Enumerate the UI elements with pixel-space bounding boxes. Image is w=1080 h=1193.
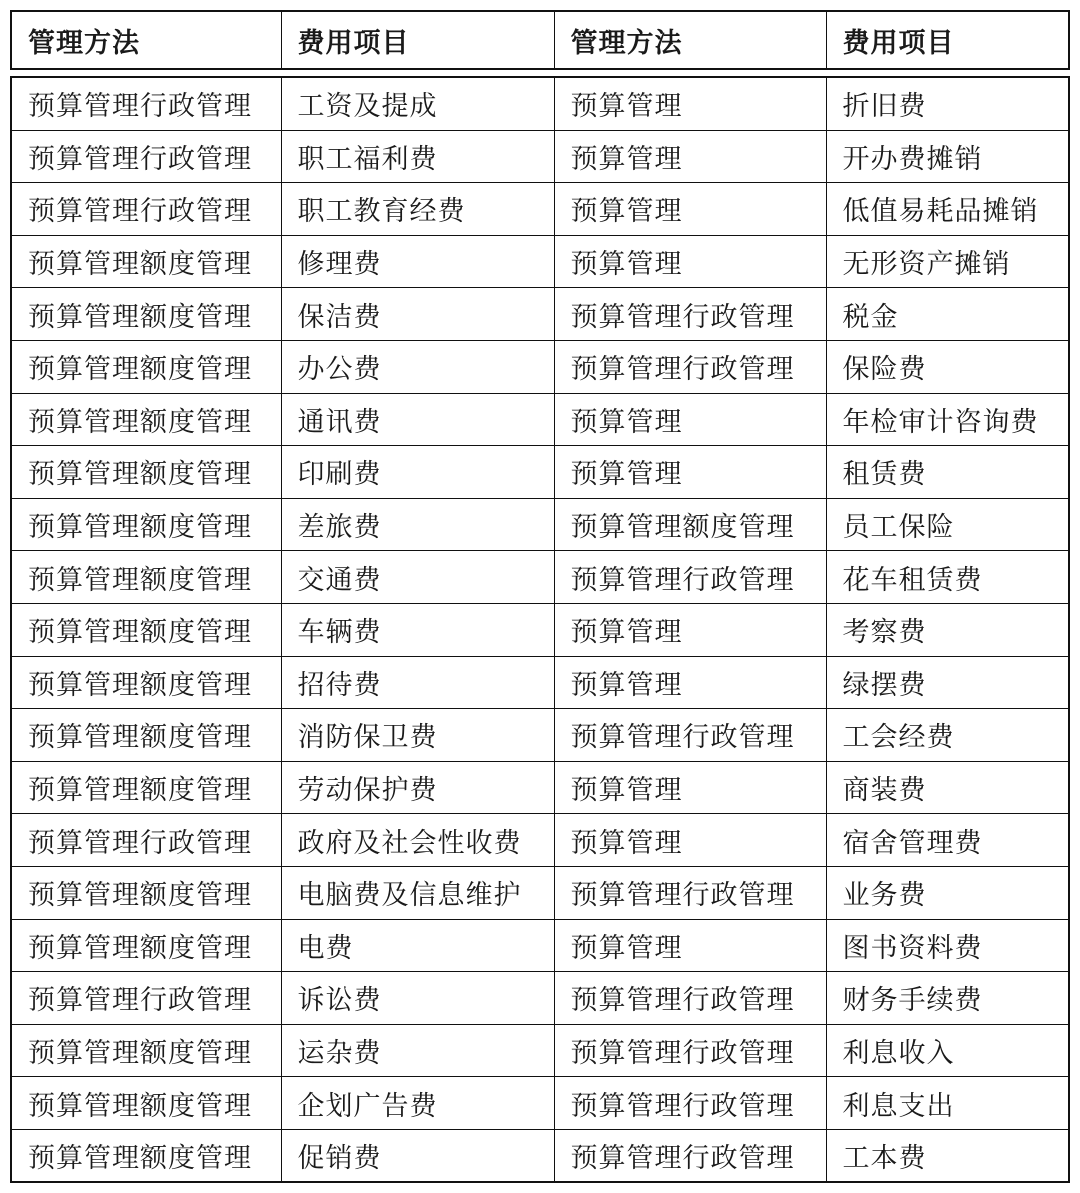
expense-item-cell: 企划广告费 xyxy=(281,1077,554,1130)
table-row xyxy=(11,393,1069,446)
management-method-cell: 预算管理 xyxy=(554,761,826,814)
expense-item-cell: 利息支出 xyxy=(826,1077,1069,1130)
expense-item-cell: 交通费 xyxy=(281,551,554,604)
expense-item-cell: 差旅费 xyxy=(281,498,554,551)
table-row xyxy=(11,866,1069,919)
management-method-cell: 预算管理 xyxy=(554,603,826,656)
expense-item-cell: 促销费 xyxy=(281,1129,554,1182)
expense-item-cell: 修理费 xyxy=(281,235,554,288)
expense-item-cell: 通讯费 xyxy=(281,393,554,446)
table-row xyxy=(11,1024,1069,1077)
expense-item-cell: 办公费 xyxy=(281,340,554,393)
table-row xyxy=(11,340,1069,393)
expense-item-cell: 图书资料费 xyxy=(826,919,1069,972)
management-method-cell: 预算管理额度管理 xyxy=(11,866,281,919)
expense-item-cell: 低值易耗品摊销 xyxy=(826,183,1069,236)
table-header xyxy=(10,10,1070,70)
expense-item-cell: 税金 xyxy=(826,288,1069,341)
management-method-cell: 预算管理额度管理 xyxy=(11,603,281,656)
expense-item-cell: 绿摆费 xyxy=(826,656,1069,709)
expense-item-cell: 工会经费 xyxy=(826,709,1069,762)
header-expense-item-1: 费用项目 xyxy=(281,11,554,69)
table-row xyxy=(11,130,1069,183)
expense-item-cell: 折旧费 xyxy=(826,77,1069,130)
management-method-cell: 预算管理行政管理 xyxy=(554,1129,826,1182)
table-row xyxy=(11,814,1069,867)
expense-item-cell: 商装费 xyxy=(826,761,1069,814)
expense-table-body xyxy=(10,76,1070,1183)
management-method-cell: 预算管理 xyxy=(554,814,826,867)
expense-item-cell: 利息收入 xyxy=(826,1024,1069,1077)
management-method-cell: 预算管理 xyxy=(554,919,826,972)
table-row xyxy=(11,1077,1069,1130)
expense-item-cell: 消防保卫费 xyxy=(281,709,554,762)
expense-item-cell: 电脑费及信息维护 xyxy=(281,866,554,919)
management-method-cell: 预算管理 xyxy=(554,183,826,236)
header-expense-item-2: 费用项目 xyxy=(826,11,1069,69)
management-method-cell: 预算管理额度管理 xyxy=(11,393,281,446)
management-method-cell: 预算管理行政管理 xyxy=(554,340,826,393)
expense-item-cell: 职工福利费 xyxy=(281,130,554,183)
management-method-cell: 预算管理额度管理 xyxy=(11,446,281,499)
header-management-method-1: 管理方法 xyxy=(11,11,281,69)
expense-item-cell: 工本费 xyxy=(826,1129,1069,1182)
management-method-cell: 预算管理额度管理 xyxy=(11,551,281,604)
expense-item-cell: 财务手续费 xyxy=(826,972,1069,1025)
table-row xyxy=(11,603,1069,656)
table-row xyxy=(11,919,1069,972)
management-method-cell: 预算管理 xyxy=(554,393,826,446)
management-method-cell: 预算管理额度管理 xyxy=(11,761,281,814)
table-row xyxy=(11,288,1069,341)
expense-item-cell: 无形资产摊销 xyxy=(826,235,1069,288)
management-method-cell: 预算管理行政管理 xyxy=(11,972,281,1025)
management-method-cell: 预算管理 xyxy=(554,77,826,130)
management-method-cell: 预算管理行政管理 xyxy=(11,77,281,130)
table-row xyxy=(11,235,1069,288)
expense-item-cell: 员工保险 xyxy=(826,498,1069,551)
table-row xyxy=(11,77,1069,130)
table-row xyxy=(11,446,1069,499)
management-method-cell: 预算管理行政管理 xyxy=(554,972,826,1025)
management-method-cell: 预算管理行政管理 xyxy=(11,814,281,867)
management-method-cell: 预算管理额度管理 xyxy=(11,656,281,709)
table-row xyxy=(11,761,1069,814)
management-method-cell: 预算管理行政管理 xyxy=(11,130,281,183)
expense-item-cell: 宿舍管理费 xyxy=(826,814,1069,867)
expense-item-cell: 租赁费 xyxy=(826,446,1069,499)
management-method-cell: 预算管理额度管理 xyxy=(11,235,281,288)
expense-item-cell: 保洁费 xyxy=(281,288,554,341)
management-method-cell: 预算管理行政管理 xyxy=(554,1077,826,1130)
expense-item-cell: 业务费 xyxy=(826,866,1069,919)
table-row xyxy=(11,498,1069,551)
expense-item-cell: 保险费 xyxy=(826,340,1069,393)
management-method-cell: 预算管理行政管理 xyxy=(554,709,826,762)
table-row xyxy=(11,656,1069,709)
expense-item-cell: 诉讼费 xyxy=(281,972,554,1025)
management-method-cell: 预算管理额度管理 xyxy=(11,288,281,341)
management-method-cell: 预算管理额度管理 xyxy=(11,709,281,762)
expense-item-cell: 开办费摊销 xyxy=(826,130,1069,183)
management-method-cell: 预算管理额度管理 xyxy=(11,919,281,972)
expense-item-cell: 印刷费 xyxy=(281,446,554,499)
table-row xyxy=(11,972,1069,1025)
management-method-cell: 预算管理额度管理 xyxy=(554,498,826,551)
expense-management-page xyxy=(10,0,1070,1193)
management-method-cell: 预算管理行政管理 xyxy=(554,551,826,604)
table-row xyxy=(11,709,1069,762)
management-method-cell: 预算管理 xyxy=(554,130,826,183)
management-method-cell: 预算管理额度管理 xyxy=(11,340,281,393)
expense-item-cell: 考察费 xyxy=(826,603,1069,656)
management-method-cell: 预算管理额度管理 xyxy=(11,498,281,551)
expense-item-cell: 劳动保护费 xyxy=(281,761,554,814)
expense-item-cell: 招待费 xyxy=(281,656,554,709)
management-method-cell: 预算管理额度管理 xyxy=(11,1077,281,1130)
table-row xyxy=(11,551,1069,604)
expense-item-cell: 花车租赁费 xyxy=(826,551,1069,604)
management-method-cell: 预算管理行政管理 xyxy=(554,1024,826,1077)
management-method-cell: 预算管理 xyxy=(554,446,826,499)
management-method-cell: 预算管理额度管理 xyxy=(11,1024,281,1077)
management-method-cell: 预算管理行政管理 xyxy=(554,288,826,341)
expense-item-cell: 年检审计咨询费 xyxy=(826,393,1069,446)
management-method-cell: 预算管理 xyxy=(554,235,826,288)
header-management-method-2: 管理方法 xyxy=(554,11,826,69)
table-row xyxy=(11,183,1069,236)
expense-item-cell: 职工教育经费 xyxy=(281,183,554,236)
expense-item-cell: 政府及社会性收费 xyxy=(281,814,554,867)
expense-item-cell: 运杂费 xyxy=(281,1024,554,1077)
management-method-cell: 预算管理行政管理 xyxy=(11,183,281,236)
expense-item-cell: 工资及提成 xyxy=(281,77,554,130)
table-row xyxy=(11,1129,1069,1182)
header-row xyxy=(11,11,1069,69)
management-method-cell: 预算管理行政管理 xyxy=(554,866,826,919)
expense-item-cell: 车辆费 xyxy=(281,603,554,656)
expense-item-cell: 电费 xyxy=(281,919,554,972)
management-method-cell: 预算管理 xyxy=(554,656,826,709)
management-method-cell: 预算管理额度管理 xyxy=(11,1129,281,1182)
